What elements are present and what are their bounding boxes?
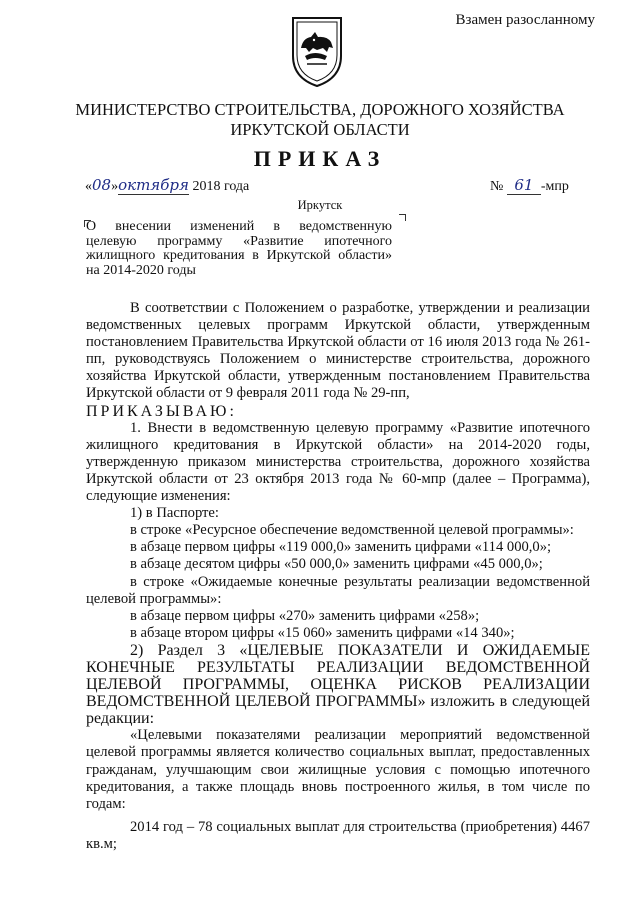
subject-line-4: на 2014-2020 годы <box>86 262 196 278</box>
order-number <box>490 176 569 195</box>
results-second-change: в абзаце втором цифры «15 060» заменить цифрами «14 340»; <box>130 624 515 641</box>
subject-line-1: О внесении изменений в ведомственную <box>86 219 392 234</box>
resource-line-paragraph: в строке «Ресурсное обеспечение ведомственной целевой программы»: <box>130 522 574 539</box>
city-name: Иркутск <box>297 198 343 212</box>
handwritten-day: 08 <box>92 176 112 194</box>
year-2014-paragraph: 2014 год – 78 социальных выплат для строительства (приобретения) 4467 кв.м; <box>86 818 590 852</box>
subject-corner-right <box>399 214 406 221</box>
number-sign: № <box>490 179 504 194</box>
order-body <box>86 300 590 853</box>
replacement-stamp: Взамен разосланному <box>455 12 595 28</box>
subject-corner-left <box>84 220 91 227</box>
date-close-quote: » <box>111 179 119 194</box>
item-1-paragraph: 1. Внести в ведомственную целевую программу «Развитие ипотечного жилищного кредитования в Иркутской области» на 2014-2020 годы, утвержденную приказом министерства строительства, дорожного хозяйства Иркутской области от 23 октября 2013 года № 60-мпр (далее – Программа), следующие изменения: <box>86 419 590 505</box>
subject-line-3: жилищного кредитования в Иркутской области» <box>86 248 392 263</box>
section-3-paragraph <box>86 642 590 727</box>
targets-paragraph: «Целевыми показателями реализации мероприятий ведомственной целевой программы является количество социальных выплат, предоставленных гражданам, улучшающим свои жилищные условия с помощью ипотечного кредитования, а также площадь вновь построенного жилья, в том числе по годам: <box>86 727 590 812</box>
subject-line-2: целевую программу «Развитие ипотечного <box>86 233 392 249</box>
date-open-quote: « <box>85 179 92 194</box>
section-3-lead: 2) Раздел 3 « <box>130 641 248 659</box>
handwritten-number: 61 <box>507 176 541 195</box>
results-first-change: в абзаце первом цифры «270» заменить цифрами «258»; <box>130 607 480 624</box>
ministry-name-line-2: ИРКУТСКОЙ ОБЛАСТИ <box>230 120 410 139</box>
section-3-tail: » изложить в следующей редакции: <box>86 693 591 728</box>
expected-results-paragraph: в строке «Ожидаемые конечные результаты реализации ведомственной целевой программы»: <box>86 573 590 607</box>
order-title: ПРИКАЗ <box>253 146 387 171</box>
section-3-title: ЦЕЛЕВЫЕ ПОКАЗАТЕЛИ И ОЖИДАЕМЫЕ КОНЕЧНЫЕ РЕЗУЛЬТАТЫ РЕАЛИЗАЦИИ ВЕДОМСТВЕННОЙ ЦЕЛЕВОЙ ПРОГРАММЫ, ОЦЕНКА РИСКОВ РЕАЛИЗАЦИИ ВЕДОМСТВЕННОЙ ЦЕЛЕВОЙ ПРОГРАММЫ <box>86 641 590 711</box>
tenth-paragraph-change: в абзаце десятом цифры «50 000,0» заменить цифрами «45 000,0»; <box>130 556 543 573</box>
handwritten-month: октября <box>118 176 189 194</box>
number-suffix: -мпр <box>540 179 569 194</box>
intro-paragraph: В соответствии с Положением о разработке, утверждении и реализации ведомственных целевых программ Иркутской области, утвержденным постановлением Правительства Иркутской области от 16 июля 2013 года № 261-пп, руководствуясь Положением о министерстве строительства, дорожного хозяйства Иркутской области, утвержденным постановлением Правительства Иркутской области от 9 февраля 2011 года № 29-пп, <box>86 300 590 402</box>
first-paragraph-change: в абзаце первом цифры «119 000,0» заменить цифрами «114 000,0»; <box>130 539 552 556</box>
coat-of-arms-emblem <box>287 10 347 88</box>
order-subject <box>86 220 392 278</box>
orders-heading: ПРИКАЗЫВАЮ: <box>86 402 237 420</box>
date-year: 2018 года <box>192 179 250 194</box>
order-date <box>85 176 249 195</box>
ministry-name-line-1: МИНИСТЕРСТВО СТРОИТЕЛЬСТВА, ДОРОЖНОГО ХОЗЯЙСТВА <box>75 100 565 119</box>
passport-subitem: 1) в Паспорте: <box>130 505 219 522</box>
